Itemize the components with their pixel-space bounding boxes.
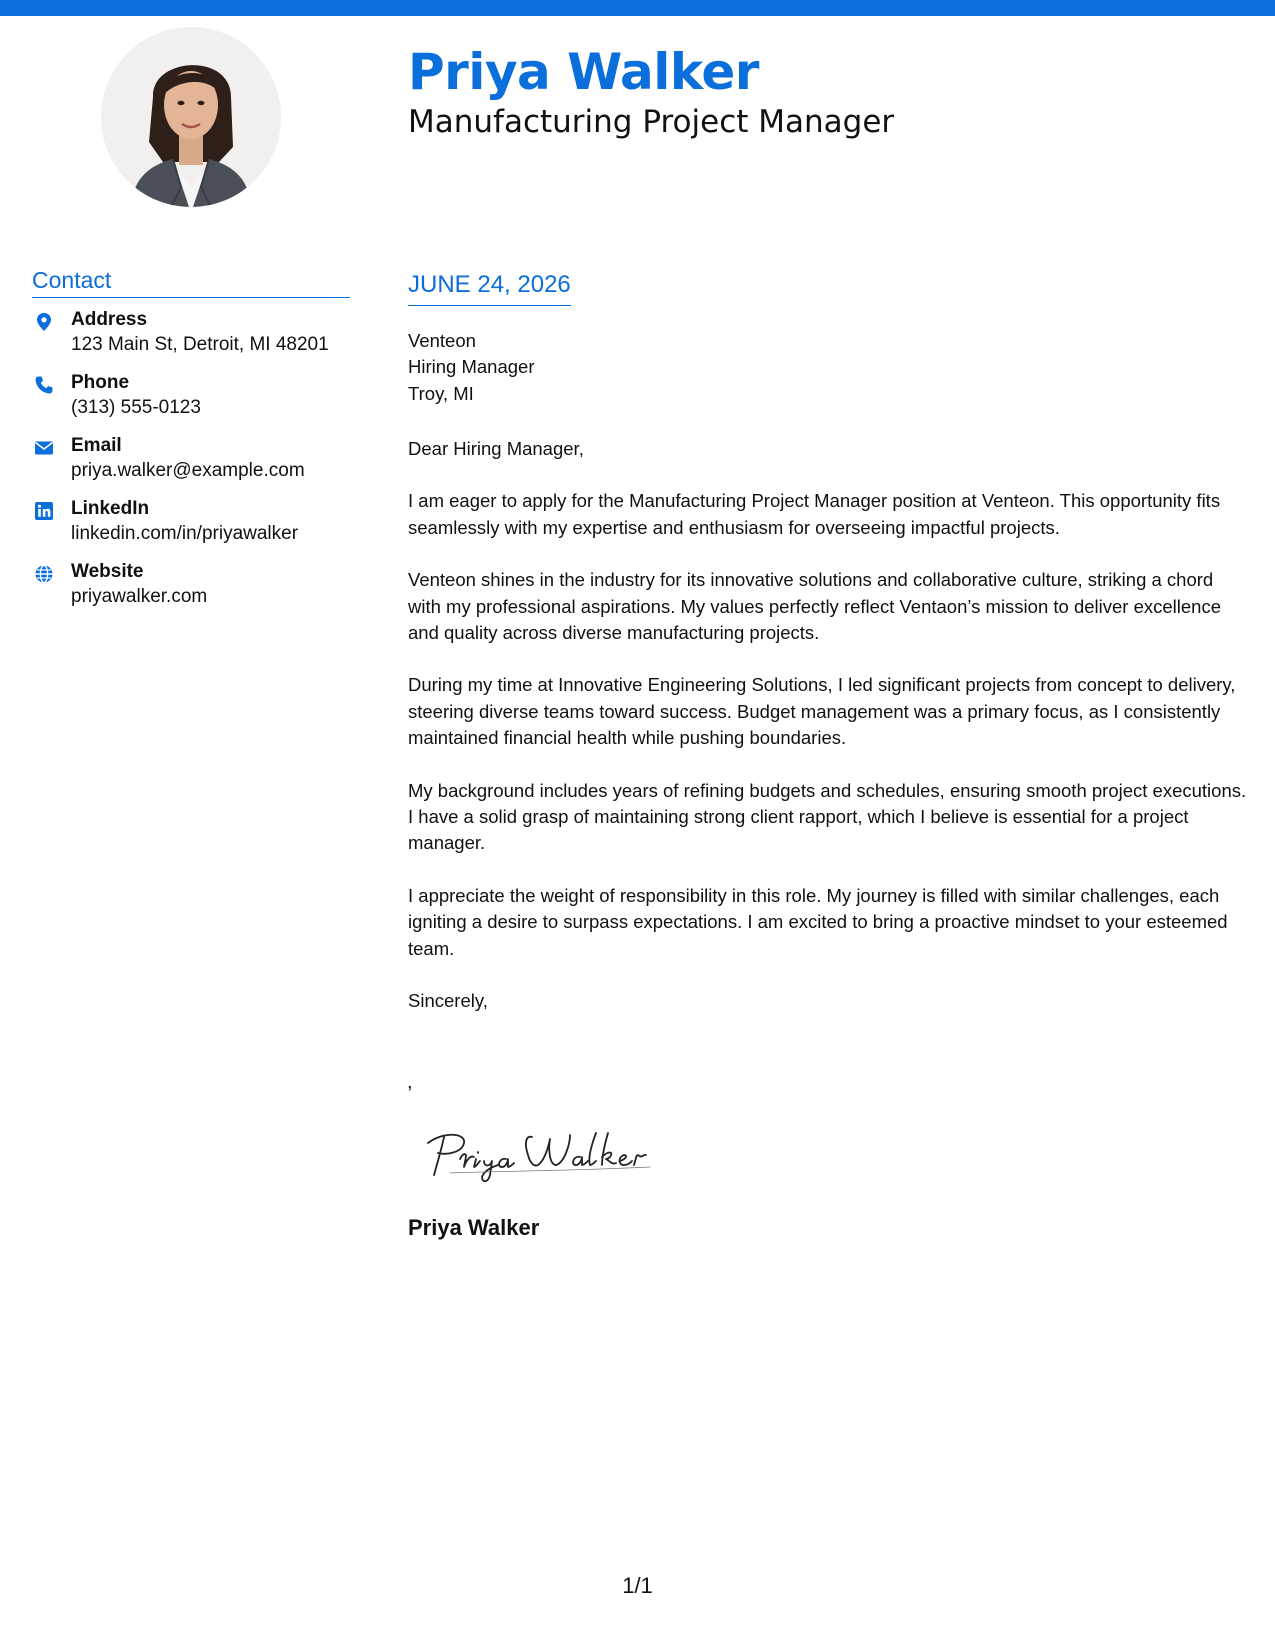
contact-value: priya.walker@example.com xyxy=(71,460,305,481)
globe-icon xyxy=(34,564,54,584)
map-pin-icon xyxy=(34,312,54,332)
contact-label: Address xyxy=(71,309,148,330)
contact-label: LinkedIn xyxy=(71,498,150,519)
page-number: 1/1 xyxy=(622,1573,653,1598)
linkedin-icon xyxy=(34,501,54,521)
contact-item-phone xyxy=(32,371,352,434)
salutation: Dear Hiring Manager, xyxy=(408,438,584,459)
envelope-icon xyxy=(34,438,54,458)
recipient-block xyxy=(408,328,534,407)
body-paragraph: Venteon shines in the industry for its innovative solutions and collaborative culture, striking a chord with my professional aspirations. My values perfectly reflect Ventaon’s mission to deliver excellence and quality across diverse manufacturing projects. xyxy=(408,569,1222,644)
closing: Sincerely, xyxy=(408,990,488,1012)
profile-photo xyxy=(101,27,281,207)
contact-value: linkedin.com/in/priyawalker xyxy=(71,523,299,544)
phone-icon xyxy=(34,375,54,395)
body-paragraph: My background includes years of refining budgets and schedules, ensuring smooth project executions. I have a solid grasp of maintaining strong client rapport, which I believe is essential for a project manager. xyxy=(408,779,1247,854)
stray-comma: , xyxy=(407,1071,413,1093)
letter-body xyxy=(408,436,1250,1041)
signer-name: Priya Walker xyxy=(408,1215,540,1240)
contact-heading: Contact xyxy=(32,266,350,298)
body-paragraph: I am eager to apply for the Manufacturing Project Manager position at Venteon. This opportunity fits seamlessly with my expertise and enthusiasm for overseeing impactful projects. xyxy=(408,490,1221,538)
contact-label: Email xyxy=(71,435,122,456)
contact-value: 123 Main St, Detroit, MI 48201 xyxy=(71,334,329,355)
contact-item-address xyxy=(32,308,352,371)
contact-list xyxy=(32,308,352,623)
candidate-name: Priya Walker xyxy=(408,43,759,101)
recipient-title: Hiring Manager xyxy=(408,356,535,378)
top-accent-bar xyxy=(0,0,1275,16)
body-paragraph: During my time at Innovative Engineering Solutions, I led significant projects from concept to delivery, steering diverse teams toward success. Budget management was a primary focus, as I consistently maintained financial health while pushing boundaries. xyxy=(408,674,1236,749)
body-paragraph: I appreciate the weight of responsibility in this role. My journey is filled with similar challenges, each igniting a desire to surpass expectations. I am excited to bring a proactive mindset to your esteemed team. xyxy=(408,884,1228,959)
contact-item-email xyxy=(32,434,352,497)
contact-value: (313) 555-0123 xyxy=(71,397,201,418)
letter-date: JUNE 24, 2026 xyxy=(408,271,571,306)
contact-label: Website xyxy=(71,561,144,582)
contact-item-website xyxy=(32,560,352,623)
contact-value: priyawalker.com xyxy=(71,586,208,607)
job-title: Manufacturing Project Manager xyxy=(408,104,895,140)
recipient-location: Troy, MI xyxy=(408,382,474,404)
contact-item-linkedin xyxy=(32,497,352,560)
recipient-company: Venteon xyxy=(408,330,476,351)
handwritten-signature xyxy=(420,1125,670,1185)
contact-label: Phone xyxy=(71,372,130,393)
